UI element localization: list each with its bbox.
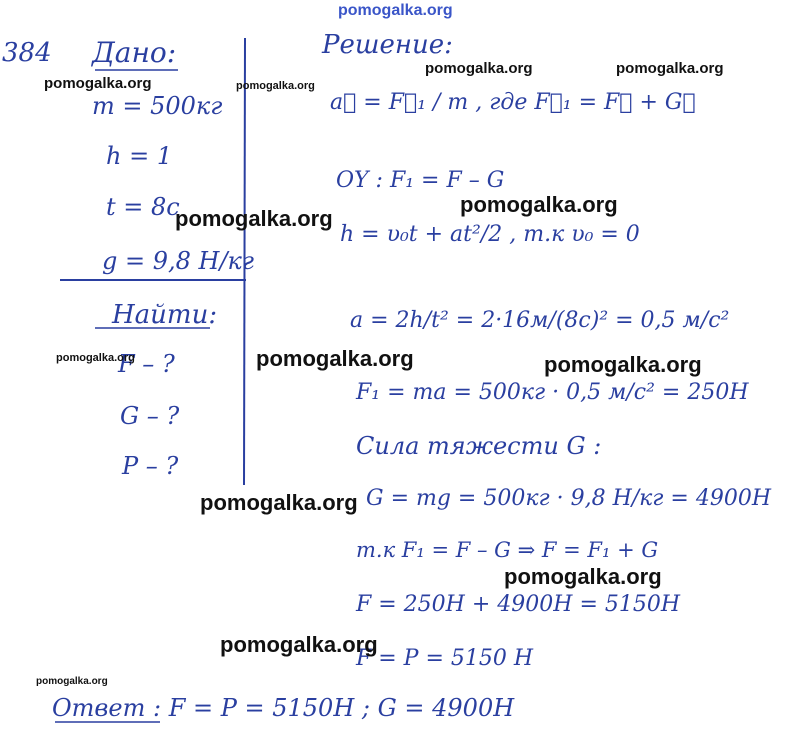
solution-line: т.к F₁ = F – G ⇒ F = F₁ + G <box>356 538 659 562</box>
solution-line: h = υ₀t + at²/2 , т.к υ₀ = 0 <box>340 222 640 247</box>
watermark: pomogalka.org <box>616 60 724 77</box>
solution-line: OY : F₁ = F – G <box>336 168 505 193</box>
watermark: pomogalka.org <box>504 564 662 589</box>
problem-number: 384 <box>2 38 52 68</box>
watermark: pomogalka.org <box>56 352 135 364</box>
watermark: pomogalka.org <box>220 632 378 657</box>
given-item: h = 1 <box>106 142 173 170</box>
solution-line: F₁ = ma = 500кг · 0,5 м/c² = 250H <box>356 380 749 405</box>
watermark: pomogalka.org <box>236 80 315 92</box>
watermark: pomogalka.org <box>175 206 333 231</box>
solution-line: G = mg = 500кг · 9,8 H/кг = 4900H <box>366 486 772 511</box>
given-item: g = 9,8 H/кг <box>102 247 255 275</box>
given-title: Дано: <box>92 36 177 69</box>
find-item: G – ? <box>120 402 180 430</box>
given-item: m = 500кг <box>92 92 223 120</box>
solution-line: a = 2h/t² = 2·16м/(8c)² = 0,5 м/c² <box>350 308 730 333</box>
site-banner: pomogalka.org <box>338 2 453 19</box>
find-item: F – ? <box>118 350 175 378</box>
watermark: pomogalka.org <box>44 75 152 92</box>
solution-line: a⃗ = F⃗₁ / m , где F⃗₁ = F⃗ + G⃗ <box>330 90 696 115</box>
solution-line: Сила тяжести G : <box>356 432 602 460</box>
answer: Ответ : F = P = 5150H ; G = 4900H <box>52 694 515 722</box>
solution-line: F = 250H + 4900H = 5150H <box>356 592 681 617</box>
watermark: pomogalka.org <box>425 60 533 77</box>
find-title: Найти: <box>112 300 218 330</box>
watermark: pomogalka.org <box>544 352 702 377</box>
watermark: pomogalka.org <box>460 192 618 217</box>
watermark: pomogalka.org <box>200 490 358 515</box>
solution-title: Решение: <box>322 30 453 60</box>
watermark: pomogalka.org <box>36 676 108 687</box>
solution-line: F = P = 5150 H <box>356 646 534 671</box>
given-item: t = 8c <box>106 193 180 221</box>
find-item: P – ? <box>122 452 179 480</box>
watermark: pomogalka.org <box>256 346 414 371</box>
